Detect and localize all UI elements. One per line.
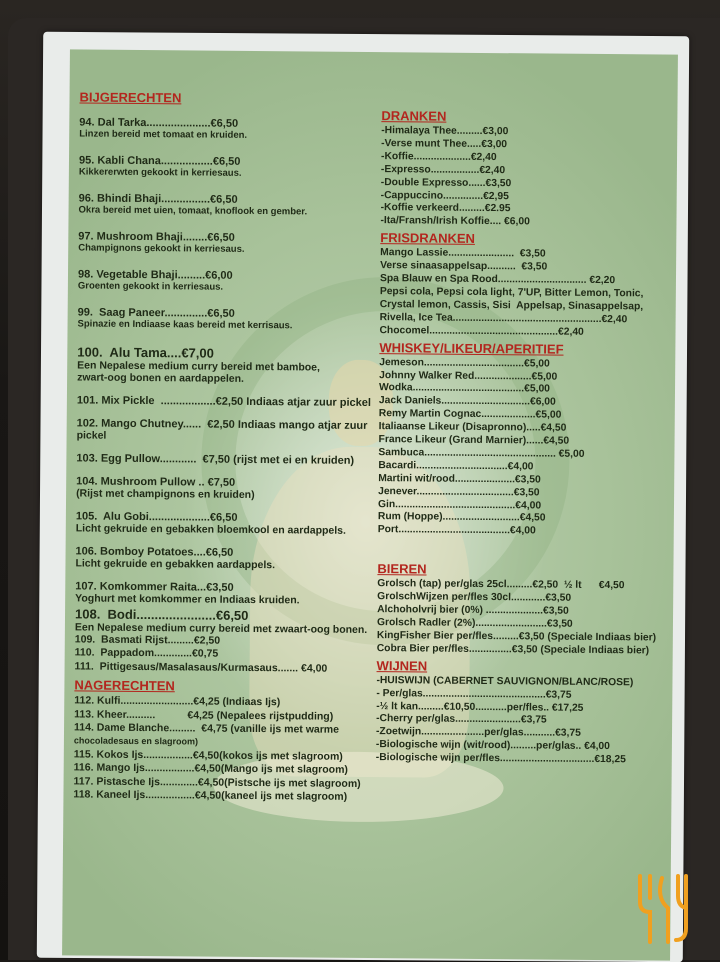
menu-row: Remy Martin Cognac...................€5,00	[378, 408, 562, 421]
menu-row: 112. Kulfi.........................€4,25 (Indiaas Ijs)	[74, 694, 281, 709]
menu-row: -½ lt kan.........€10,50...........per/fles.. €17,25	[376, 700, 584, 714]
item-name: 98. Vegetable Bhaji.........€6,00	[77, 268, 233, 282]
item-name: 96. Bhindi Bhaji................€6,50	[78, 192, 238, 206]
menu-row: Bacardi................................€4,00	[378, 459, 534, 473]
menu-row: -Double Expresso......€3,50	[380, 176, 512, 189]
menu-row: -Verse munt Thee.....€3,00	[381, 137, 508, 151]
item-name: 102. Mango Chutney...... €2,50 Indiaas mango atjar zuur	[76, 417, 368, 432]
menu-row: Alchoholvrij bier (0%) ....................€3,50	[377, 604, 569, 617]
menu-row: 110. Pappadom.............€0,75	[74, 646, 219, 661]
menu-row: -Expresso.................€2,40	[380, 163, 506, 176]
item-name: 105. Alu Gobi....................€6,50	[75, 510, 238, 524]
menu-row: -Zoetwijn......................per/glas...........€3,75	[375, 726, 581, 740]
menu-item	[76, 510, 376, 537]
menu-item	[75, 545, 375, 572]
menu-row: -Biologische wijn (wit/rood).........per/glas.. €4,00	[375, 739, 610, 753]
item-name: 103. Egg Pullow............ €7,50 (rijst met ei en kruiden)	[76, 452, 355, 467]
menu-row: Mango Lassie....................... €3,50	[380, 247, 546, 260]
menu-item	[78, 230, 378, 257]
menu-item	[78, 306, 378, 333]
large-items	[75, 344, 378, 636]
menu-row: 113. Kheer.......... €4,25 (Nepalees rijstpudding)	[74, 708, 334, 723]
left-column	[73, 87, 379, 804]
menu-row: - Per/glas...........................................€3,75	[376, 687, 572, 701]
menu-page	[62, 49, 678, 960]
section-title-bieren: BIEREN	[377, 561, 427, 577]
item-name: 108. Bodi......................€6,50	[74, 606, 249, 623]
menu-row: Pepsi cola, Pepsi cola light, 7'UP, Bitter Lemon, Tonic,	[379, 286, 644, 300]
menu-row: 109. Basmati Rijst.........€2,50	[74, 633, 221, 647]
menu-row: France Likeur (Grand Marnier)......€4,50	[378, 434, 570, 447]
menu-row: Spa Blauw en Spa Rood............................... €2,20	[379, 273, 616, 287]
menu-item	[79, 154, 379, 181]
item-description: Groenten gekookt in kerriesaus.	[77, 280, 224, 293]
menu-row: Chocomel.............................................€2,40	[379, 324, 584, 338]
menu-row: Italiaanse Likeur (Disapronno).....€4,50	[378, 421, 567, 434]
item-name: 94. Dal Tarka.....................€6,50	[79, 116, 239, 130]
section-title-whiskey: WHISKEY/LIKEUR/APERITIEF	[379, 339, 564, 357]
restaurant-logo-icon	[632, 868, 696, 946]
menu-row: -Koffie verkeerd.........€2.95	[380, 202, 511, 215]
menu-item	[79, 192, 379, 219]
menu-row: KingFisher Bier per/fles.........€3,50 (Speciale Indiaas bier)	[376, 629, 657, 644]
menu-row: Sambuca.............................................. €5,00	[378, 447, 585, 460]
item-name: 106. Bomboy Potatoes....€6,50	[75, 545, 234, 559]
menu-row: chocoladesaus en slagroom)	[73, 735, 199, 747]
menu-row: -Cherry per/glas.......................€3,75	[376, 713, 547, 726]
menu-row: 118. Kaneel Ijs.................€4,50(kaneel ijs met slagroom)	[73, 788, 348, 803]
menu-row: Jemeson...................................€5,00	[379, 356, 550, 370]
item-description: Kikkererwten gekookt in kerriesaus.	[78, 166, 242, 179]
item-name: 107. Komkommer Raita...€3,50	[75, 580, 234, 594]
menu-row: -Cappuccino..............€2,95	[380, 189, 509, 202]
menu-row: Johnny Walker Red....................€5,00	[379, 369, 558, 383]
menu-row: 115. Kokos Ijs.................€4,50(kokos ijs met slagroom)	[73, 748, 343, 763]
item-description: Licht gekruide en gebakken aardappels.	[75, 557, 276, 572]
menu-row: -Biologische wijn per/fles.................................€18,25	[375, 752, 626, 766]
menu-item	[77, 344, 377, 386]
item-description: Een Nepalese medium curry bereid met bamboe, zwart-oog bonen en aardappelen.	[77, 359, 321, 385]
menu-item	[76, 452, 376, 467]
section-title-bijgerechten: BIJGERECHTEN	[79, 89, 182, 106]
menu-row: Jack Daniels...............................€6,00	[378, 395, 556, 408]
menu-row: Port.......................................€4,00	[377, 524, 536, 537]
menu-row: Jenever..................................€3,50	[378, 485, 540, 499]
menu-row: 117. Pistasche Ijs.............€4,50(Pistsche ijs met slagroom)	[73, 775, 361, 790]
menu-item	[77, 394, 377, 409]
menu-row: Rum (Hoppe)...........................€4,50	[377, 511, 546, 525]
menu-row: Crystal lemon, Cassis, Sisi Appelsap, Sinasappelsap,	[379, 298, 644, 313]
menu-item	[75, 580, 375, 607]
menu-row: Rivella, Ice Tea....................................................€2,40	[379, 311, 628, 326]
item-description: Okra bereid met uien, tomaat, knoflook en gember.	[78, 204, 308, 218]
item-name: 104. Mushroom Pullow .. €7,50	[76, 475, 236, 489]
menu-row: Martini wit/rood.....................€3,50	[378, 472, 541, 486]
item-description: Een Nepalese medium curry bereid met zwaart-oog bonen.	[74, 621, 368, 636]
item-name: 100. Alu Tama....€7,00	[77, 344, 214, 361]
item-name: 101. Mix Pickle ..................€2,50 Indiaas atjar zuur pickel	[76, 394, 372, 410]
section-title-wijnen: WIJNEN	[376, 657, 428, 674]
menu-row: Cobra Bier per/fles...............€3,50 (Speciale Indiaas bier)	[376, 642, 650, 657]
item-description: pickel	[76, 429, 107, 442]
menu-row: 116. Mango Ijs.................€4,50(Mango ijs met slagroom)	[73, 761, 348, 777]
menu-item	[77, 417, 377, 444]
item-description: Yoghurt met komkommer en Indiaas kruiden.	[75, 592, 300, 607]
menu-row: GrolschWijzen per/fles 30cl............€3,50	[377, 591, 572, 604]
menu-row: -Ita/Fransh/Irish Koffie.... €6,00	[380, 215, 530, 228]
section-title-nagerechten: NAGERECHTEN	[74, 677, 175, 694]
menu-row: Gin..........................................€4,00	[377, 498, 542, 512]
item-description: Linzen bereid met tomaat en kruiden.	[79, 128, 248, 141]
item-description: Champignons gekookt in kerriesaus.	[78, 242, 245, 255]
item-description: (Rijst met champignons en kruiden)	[76, 487, 255, 501]
item-description: Licht gekruide en gebakken bloemkool en aardappels.	[75, 522, 346, 537]
menu-row: Grolsch Radler (2%).........................€3,50	[376, 617, 573, 630]
menu-row: 111. Pittigesaus/Masalasaus/Kurmasaus....... €4,00	[74, 660, 328, 675]
menu-row: Wodka.......................................€5,00	[378, 382, 550, 395]
right-column	[376, 106, 674, 768]
menu-row: Grolsch (tap) per/glas 25cl.........€2,50 ½ lt €4,50	[377, 578, 625, 592]
section-title-dranken: DRANKEN	[381, 108, 447, 124]
menu-row: -Koffie....................€2,40	[380, 150, 497, 163]
menu-item	[78, 268, 378, 295]
item-name: 99. Saag Paneer..............€6,50	[77, 306, 235, 320]
menu-row: 114. Dame Blanche......... €4,75 (vanille ijs met warme	[73, 721, 340, 736]
section-title-frisdranken: FRISDRANKEN	[380, 230, 476, 247]
item-name: 97. Mushroom Bhaji........€6,50	[78, 230, 235, 244]
item-name: 95. Kabli Chana.................€6,50	[78, 154, 241, 168]
menu-row: Verse sinaasappelsap.......... €3,50	[380, 260, 548, 273]
item-description: Spinazie en Indiaase kaas bereid met kerrisaus.	[77, 318, 293, 332]
menu-item	[75, 606, 375, 636]
menu-item	[79, 116, 379, 143]
menu-item	[76, 475, 376, 502]
menu-row: -HUISWIJN (CABERNET SAUVIGNON/BLANC/ROSE)	[376, 674, 634, 689]
menu-row: -Himalaya Thee.........€3,00	[381, 125, 509, 138]
